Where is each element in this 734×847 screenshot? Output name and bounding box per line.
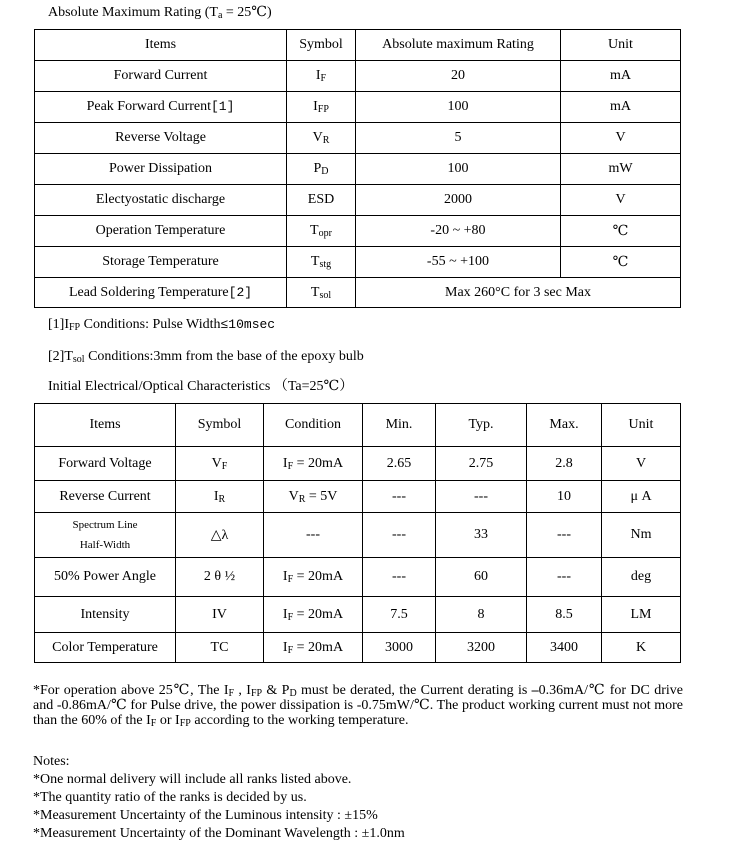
elec-min: 2.65 <box>363 447 436 481</box>
elec-unit: deg <box>602 558 681 597</box>
elec-symbol: $V_F$ <box>176 447 264 481</box>
elec-table <box>34 403 681 663</box>
elec-unit: μ A <box>602 481 681 513</box>
elec-header-row <box>35 404 681 447</box>
elec-max: 10 <box>527 481 602 513</box>
elec-min: 3000 <box>363 633 436 663</box>
elec-row <box>35 447 681 481</box>
elec-unit: LM <box>602 597 681 633</box>
derating-paragraph: *For operation above 25℃, The $I_F$ , $I_{FP}$ & $P_D$ must be derated, the Current derating is –0.36mA/℃ for DC drive and -0.86mA/℃ for Pulse drive, the power dissipation is -0.75mW/℃. The product working current must not more than the 60% of the $I_F$ or $I_{FP}$ according to the working temperature. <box>33 683 683 729</box>
elec-unit: K <box>602 633 681 663</box>
abs-header-items: Items <box>35 30 287 61</box>
footnote-2: $[2]T_{sol}$ Conditions:3mm from the base of the epoxy bulb <box>48 349 364 365</box>
abs-value: 100 <box>356 154 561 185</box>
elec-condition: $I_F = 20mA$ <box>264 447 363 481</box>
abs-symbol: $I_{FP}$ <box>287 92 356 123</box>
abs-value: 100 <box>356 92 561 123</box>
abs-symbol: $V_R$ <box>287 123 356 154</box>
abs-row <box>35 123 681 154</box>
elec-min: --- <box>363 558 436 597</box>
elec-min: 7.5 <box>363 597 436 633</box>
elec-unit: Nm <box>602 513 681 558</box>
elec-item: Intensity <box>35 597 176 633</box>
elec-typ: --- <box>436 481 527 513</box>
abs-unit: mA <box>561 92 681 123</box>
elec-item-spectrum: Spectrum Line Half-Width <box>35 513 176 558</box>
elec-symbol: △λ <box>176 513 264 558</box>
abs-symbol: $P_D$ <box>287 154 356 185</box>
elec-condition: --- <box>264 513 363 558</box>
abs-item: Power Dissipation <box>35 154 287 185</box>
abs-item: Lead Soldering Temperature[2] <box>35 278 287 308</box>
elec-typ: 3200 <box>436 633 527 663</box>
elec-row <box>35 558 681 597</box>
abs-unit: ℃ <box>561 247 681 278</box>
abs-unit: mW <box>561 154 681 185</box>
elec-condition: $I_F = 20mA$ <box>264 558 363 597</box>
abs-row <box>35 185 681 216</box>
abs-symbol: $T_{stg}$ <box>287 247 356 278</box>
abs-row-lead-soldering <box>35 278 681 308</box>
abs-symbol: $T_{opr}$ <box>287 216 356 247</box>
note-item: *The quantity ratio of the ranks is decided by us. <box>33 790 307 805</box>
abs-unit: ℃ <box>561 216 681 247</box>
elec-symbol: 2 θ ½ <box>176 558 264 597</box>
abs-max-title <box>48 5 272 21</box>
elec-header-condition: Condition <box>264 404 363 447</box>
elec-symbol: TC <box>176 633 264 663</box>
elec-item: Forward Voltage <box>35 447 176 481</box>
abs-header-rating: Absolute maximum Rating <box>356 30 561 61</box>
abs-value-merged: Max 260°C for 3 sec Max <box>356 278 681 308</box>
abs-symbol: ESD <box>287 185 356 216</box>
abs-header-unit: Unit <box>561 30 681 61</box>
elec-typ: 8 <box>436 597 527 633</box>
note-item: *Measurement Uncertainty of the Luminous intensity : ±15% <box>33 808 378 823</box>
abs-row <box>35 216 681 247</box>
abs-symbol: $I_F$ <box>287 61 356 92</box>
elec-typ: 60 <box>436 558 527 597</box>
elec-unit: V <box>602 447 681 481</box>
abs-value: -20 ~ +80 <box>356 216 561 247</box>
elec-min: --- <box>363 513 436 558</box>
elec-item: 50% Power Angle <box>35 558 176 597</box>
elec-row <box>35 513 681 558</box>
abs-row <box>35 154 681 185</box>
elec-condition: $I_F = 20mA$ <box>264 597 363 633</box>
elec-symbol: IV <box>176 597 264 633</box>
abs-item: Peak Forward Current[1] <box>35 92 287 123</box>
footnote-1: $[1]I_{FP}$ Conditions: Pulse Width≤10msec <box>48 317 276 333</box>
abs-value: 20 <box>356 61 561 92</box>
notes-title: Notes: <box>33 754 70 769</box>
elec-item: Color Temperature <box>35 633 176 663</box>
elec-row <box>35 481 681 513</box>
elec-row <box>35 597 681 633</box>
abs-unit: mA <box>561 61 681 92</box>
abs-header-symbol: Symbol <box>287 30 356 61</box>
elec-header-min: Min. <box>363 404 436 447</box>
abs-unit: V <box>561 123 681 154</box>
elec-header-max: Max. <box>527 404 602 447</box>
abs-value: 5 <box>356 123 561 154</box>
notes-section <box>33 753 405 843</box>
abs-item: Operation Temperature <box>35 216 287 247</box>
abs-header-row <box>35 30 681 61</box>
elec-header-symbol: Symbol <box>176 404 264 447</box>
elec-typ: 33 <box>436 513 527 558</box>
elec-header-typ: Typ. <box>436 404 527 447</box>
elec-condition: $V_R = 5V$ <box>264 481 363 513</box>
abs-symbol: $T_{sol}$ <box>287 278 356 308</box>
elec-min: --- <box>363 481 436 513</box>
abs-value: -55 ~ +100 <box>356 247 561 278</box>
elec-max: --- <box>527 558 602 597</box>
abs-item: Electyostatic discharge <box>35 185 287 216</box>
elec-header-items: Items <box>35 404 176 447</box>
abs-row <box>35 92 681 123</box>
elec-header-unit: Unit <box>602 404 681 447</box>
elec-item: Reverse Current <box>35 481 176 513</box>
elec-max: 8.5 <box>527 597 602 633</box>
abs-value: 2000 <box>356 185 561 216</box>
note-item: *One normal delivery will include all ranks listed above. <box>33 772 352 787</box>
abs-row <box>35 247 681 278</box>
abs-unit: V <box>561 185 681 216</box>
abs-max-title-text: Absolute Maximum Rating ($T_a$ = 25℃) <box>48 5 272 21</box>
elec-max: 3400 <box>527 633 602 663</box>
elec-title: Initial Electrical/Optical Characteristics （Ta=25℃） <box>48 379 354 394</box>
abs-max-table <box>34 29 681 308</box>
elec-typ: 2.75 <box>436 447 527 481</box>
elec-max: --- <box>527 513 602 558</box>
abs-item: Forward Current <box>35 61 287 92</box>
abs-item: Storage Temperature <box>35 247 287 278</box>
abs-row <box>35 61 681 92</box>
elec-symbol: $I_R$ <box>176 481 264 513</box>
elec-condition: $I_F = 20mA$ <box>264 633 363 663</box>
note-item: *Measurement Uncertainty of the Dominant Wavelength : ±1.0nm <box>33 826 405 841</box>
elec-row <box>35 633 681 663</box>
elec-max: 2.8 <box>527 447 602 481</box>
abs-item: Reverse Voltage <box>35 123 287 154</box>
